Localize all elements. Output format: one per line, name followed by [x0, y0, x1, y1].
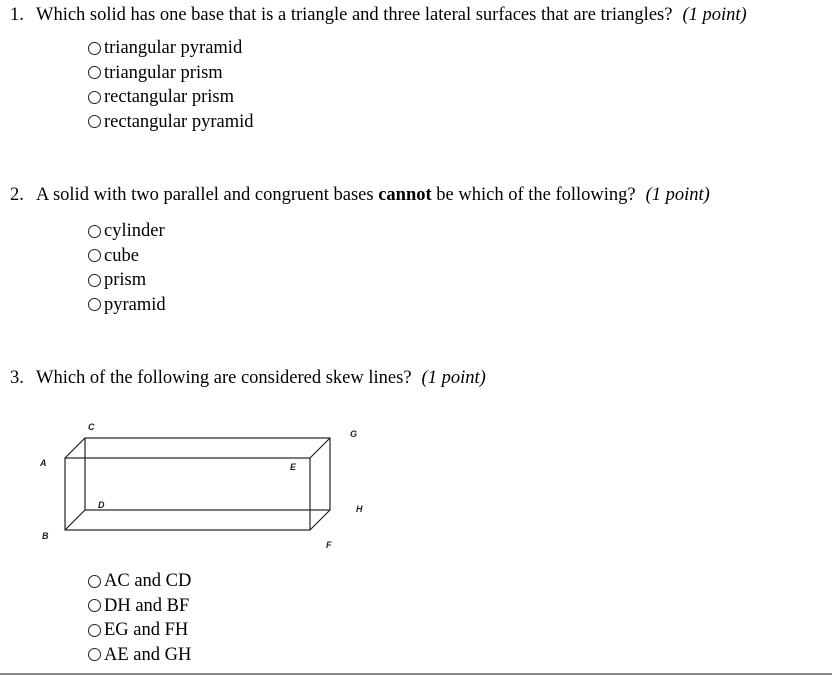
answer-option[interactable] — [88, 110, 253, 135]
answer-option[interactable] — [88, 85, 253, 110]
answer-option-label: cylinder — [104, 221, 165, 242]
answer-option-label: pyramid — [104, 294, 166, 315]
question-number: 3. — [10, 368, 24, 388]
answer-option-label: rectangular pyramid — [104, 111, 254, 132]
radio-button-icon[interactable] — [88, 66, 101, 79]
answer-option[interactable] — [88, 61, 253, 86]
question-text-end: be which of the following? — [431, 185, 636, 205]
question-3-prompt — [10, 367, 486, 389]
radio-button-icon[interactable] — [88, 624, 101, 637]
question-2-prompt — [10, 184, 710, 206]
vertex-label-c: C — [88, 422, 95, 432]
vertex-label-a: A — [40, 458, 47, 468]
question-points: (1 point) — [645, 185, 710, 205]
question-number: 2. — [10, 185, 24, 205]
vertex-label-b: B — [42, 531, 49, 541]
vertex-label-d: D — [98, 500, 105, 510]
radio-button-icon[interactable] — [88, 115, 101, 128]
radio-button-icon[interactable] — [88, 42, 101, 55]
prism-edge-bottom-left — [65, 510, 85, 530]
vertex-label-f: F — [326, 540, 332, 550]
question-2-options — [88, 219, 166, 317]
answer-option[interactable] — [88, 643, 191, 668]
answer-option-label: DH and BF — [104, 595, 190, 616]
answer-option[interactable] — [88, 219, 166, 244]
question-points: (1 point) — [421, 368, 486, 388]
radio-button-icon[interactable] — [88, 225, 101, 238]
answer-option-label: EG and FH — [104, 620, 189, 641]
question-number: 1. — [10, 5, 24, 25]
answer-option-label: rectangular prism — [104, 87, 234, 108]
prism-front-face — [65, 458, 310, 530]
answer-option-label: prism — [104, 270, 147, 291]
prism-edge-top-left — [65, 438, 85, 458]
radio-button-icon[interactable] — [88, 599, 101, 612]
vertex-label-h: H — [356, 504, 363, 514]
answer-option[interactable] — [88, 618, 191, 643]
prism-back-face — [85, 438, 330, 510]
rectangular-prism-figure — [30, 412, 380, 557]
question-1-options — [88, 36, 253, 134]
vertex-label-e: E — [290, 462, 297, 472]
answer-option-label: triangular pyramid — [104, 38, 243, 59]
radio-button-icon[interactable] — [88, 575, 101, 588]
question-text-emphasis: cannot — [378, 185, 432, 205]
answer-option[interactable] — [88, 293, 166, 318]
answer-option-label: triangular prism — [104, 62, 223, 83]
radio-button-icon[interactable] — [88, 91, 101, 104]
radio-button-icon[interactable] — [88, 274, 101, 287]
question-text: Which solid has one base that is a triangle and three lateral surfaces that are triangles? — [36, 5, 673, 25]
answer-option-label: AC and CD — [104, 571, 192, 592]
question-points: (1 point) — [682, 5, 747, 25]
answer-option[interactable] — [88, 244, 166, 269]
answer-option[interactable] — [88, 569, 191, 594]
radio-button-icon[interactable] — [88, 298, 101, 311]
radio-button-icon[interactable] — [88, 648, 101, 661]
answer-option[interactable] — [88, 594, 191, 619]
answer-option-label: cube — [104, 245, 139, 266]
question-1-prompt — [10, 4, 747, 26]
prism-edge-top-right — [310, 438, 330, 458]
question-text-start: A solid with two parallel and congruent bases — [36, 185, 379, 205]
answer-option[interactable] — [88, 36, 253, 61]
question-text: Which of the following are considered skew lines? — [36, 368, 412, 388]
question-3-options — [88, 569, 191, 667]
prism-edge-bottom-right — [310, 510, 330, 530]
radio-button-icon[interactable] — [88, 249, 101, 262]
answer-option-label: AE and GH — [104, 644, 192, 665]
vertex-label-g: G — [350, 429, 358, 439]
answer-option[interactable] — [88, 268, 166, 293]
bottom-divider — [0, 673, 832, 675]
